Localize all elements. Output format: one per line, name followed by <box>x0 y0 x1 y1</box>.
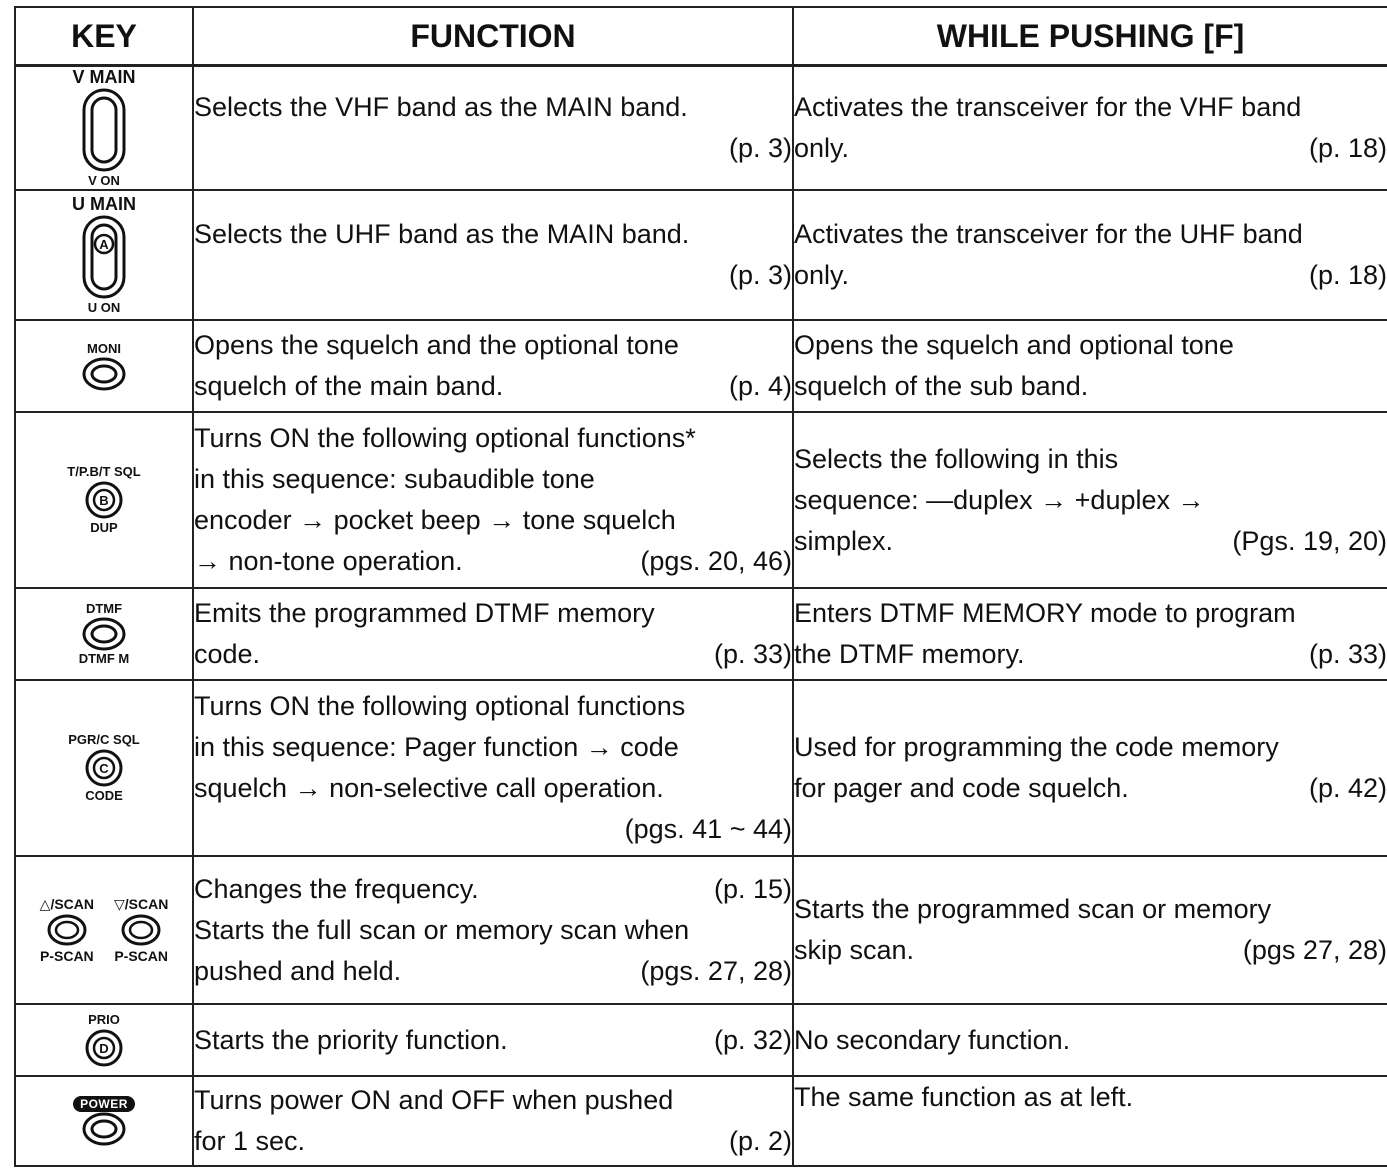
while-pushing-cell: Enters DTMF MEMORY mode to program the DTMF memory. (p. 33) <box>793 588 1387 680</box>
power-badge: POWER <box>73 1096 135 1112</box>
function-cell: Changes the frequency. (p. 15) Starts the full scan or memory scan when pushed and held. (pgs. 27, 28) <box>193 856 793 1004</box>
key-label-top: PGR/C SQL <box>68 732 140 747</box>
key-d-icon <box>84 1028 124 1068</box>
key-label-bottom: P-SCAN <box>114 948 168 964</box>
key-cell <box>15 320 193 412</box>
key-label-top: U MAIN <box>72 194 136 214</box>
key-label-top: DTMF <box>85 601 123 616</box>
key-label-top: MONI <box>87 341 121 356</box>
scan-down-key-icon <box>121 914 161 946</box>
while-pushing-cell: Selects the following in this sequence: —duplex → +duplex → simplex. (Pgs. 19, 20) <box>793 412 1387 588</box>
function-cell: Starts the priority function. (p. 32) <box>193 1004 793 1076</box>
while-pushing-cell: The same function as at left. <box>793 1076 1387 1166</box>
header-key: KEY <box>15 7 193 66</box>
key-cell <box>15 680 193 856</box>
header-function: FUNCTION <box>193 7 793 66</box>
function-cell: Turns ON the following optional functions* in this sequence: subaudible tone encoder → pocket beep → tone squelch → non-tone operation. (pgs. 20, 46) <box>193 412 793 588</box>
table-row <box>15 66 1387 191</box>
function-cell: Turns power ON and OFF when pushed for 1 sec. (p. 2) <box>193 1076 793 1166</box>
table-row <box>15 680 1387 856</box>
function-cell: Emits the programmed DTMF memory code. (p. 33) <box>193 588 793 680</box>
key-c-icon <box>84 748 124 788</box>
while-pushing-cell: Activates the transceiver for the VHF band only. (p. 18) <box>793 66 1387 191</box>
while-pushing-cell: Starts the programmed scan or memory skip scan. (pgs 27, 28) <box>793 856 1387 1004</box>
table-row <box>15 1076 1387 1166</box>
scan-up-key-icon <box>47 914 87 946</box>
function-cell: Selects the UHF band as the MAIN band. (p. 3) <box>193 190 793 320</box>
table-row <box>15 320 1387 412</box>
key-label-top: T/P.B/T SQL <box>67 464 141 479</box>
svg-text:C: C <box>99 761 109 776</box>
table-row <box>15 588 1387 680</box>
key-cell <box>15 1004 193 1076</box>
key-label-bottom: DUP <box>90 520 118 535</box>
key-cell <box>15 856 193 1004</box>
vertical-key-a-icon <box>81 214 127 300</box>
table-row <box>15 856 1387 1004</box>
key-cell <box>15 588 193 680</box>
key-label-bottom: P-SCAN <box>40 948 94 964</box>
svg-text:B: B <box>99 493 109 508</box>
key-cell <box>15 66 193 191</box>
key-label-bottom: CODE <box>85 788 123 803</box>
key-label-top: △/SCAN <box>39 896 94 912</box>
key-label-top: PRIO <box>88 1012 120 1027</box>
table-row <box>15 412 1387 588</box>
key-function-table <box>14 6 1387 1167</box>
key-cell <box>15 412 193 588</box>
table-row <box>15 1004 1387 1076</box>
vertical-key-icon <box>81 87 127 173</box>
key-label-bottom: V ON <box>88 173 120 188</box>
key-cell <box>15 1076 193 1166</box>
key-b-icon <box>84 480 124 520</box>
header-while-pushing: WHILE PUSHING [F] <box>793 7 1387 66</box>
svg-text:D: D <box>99 1041 109 1056</box>
function-cell: Turns ON the following optional functions in this sequence: Pager function → code squelch → non-selective call operation. (pgs. 41 ~ 44) <box>193 680 793 856</box>
while-pushing-cell: No secondary function. <box>793 1004 1387 1076</box>
key-cell <box>15 190 193 320</box>
while-pushing-cell: Activates the transceiver for the UHF band only. (p. 18) <box>793 190 1387 320</box>
table-header-row <box>15 7 1387 66</box>
round-key-icon <box>82 357 126 391</box>
key-label-bottom: DTMF M <box>78 651 130 666</box>
while-pushing-cell: Opens the squelch and optional tone squelch of the sub band. <box>793 320 1387 412</box>
svg-text:A: A <box>99 237 109 252</box>
table-row <box>15 190 1387 320</box>
function-cell: Opens the squelch and the optional tone squelch of the main band. (p. 4) <box>193 320 793 412</box>
key-label-bottom: U ON <box>87 300 121 315</box>
while-pushing-cell: Used for programming the code memory for pager and code squelch. (p. 42) <box>793 680 1387 856</box>
key-label-top: V MAIN <box>72 67 136 87</box>
power-key-icon <box>82 1112 126 1146</box>
round-key-icon <box>82 617 126 651</box>
function-cell: Selects the VHF band as the MAIN band. (p. 3) <box>193 66 793 191</box>
key-label-top: ▽/SCAN <box>114 896 169 912</box>
